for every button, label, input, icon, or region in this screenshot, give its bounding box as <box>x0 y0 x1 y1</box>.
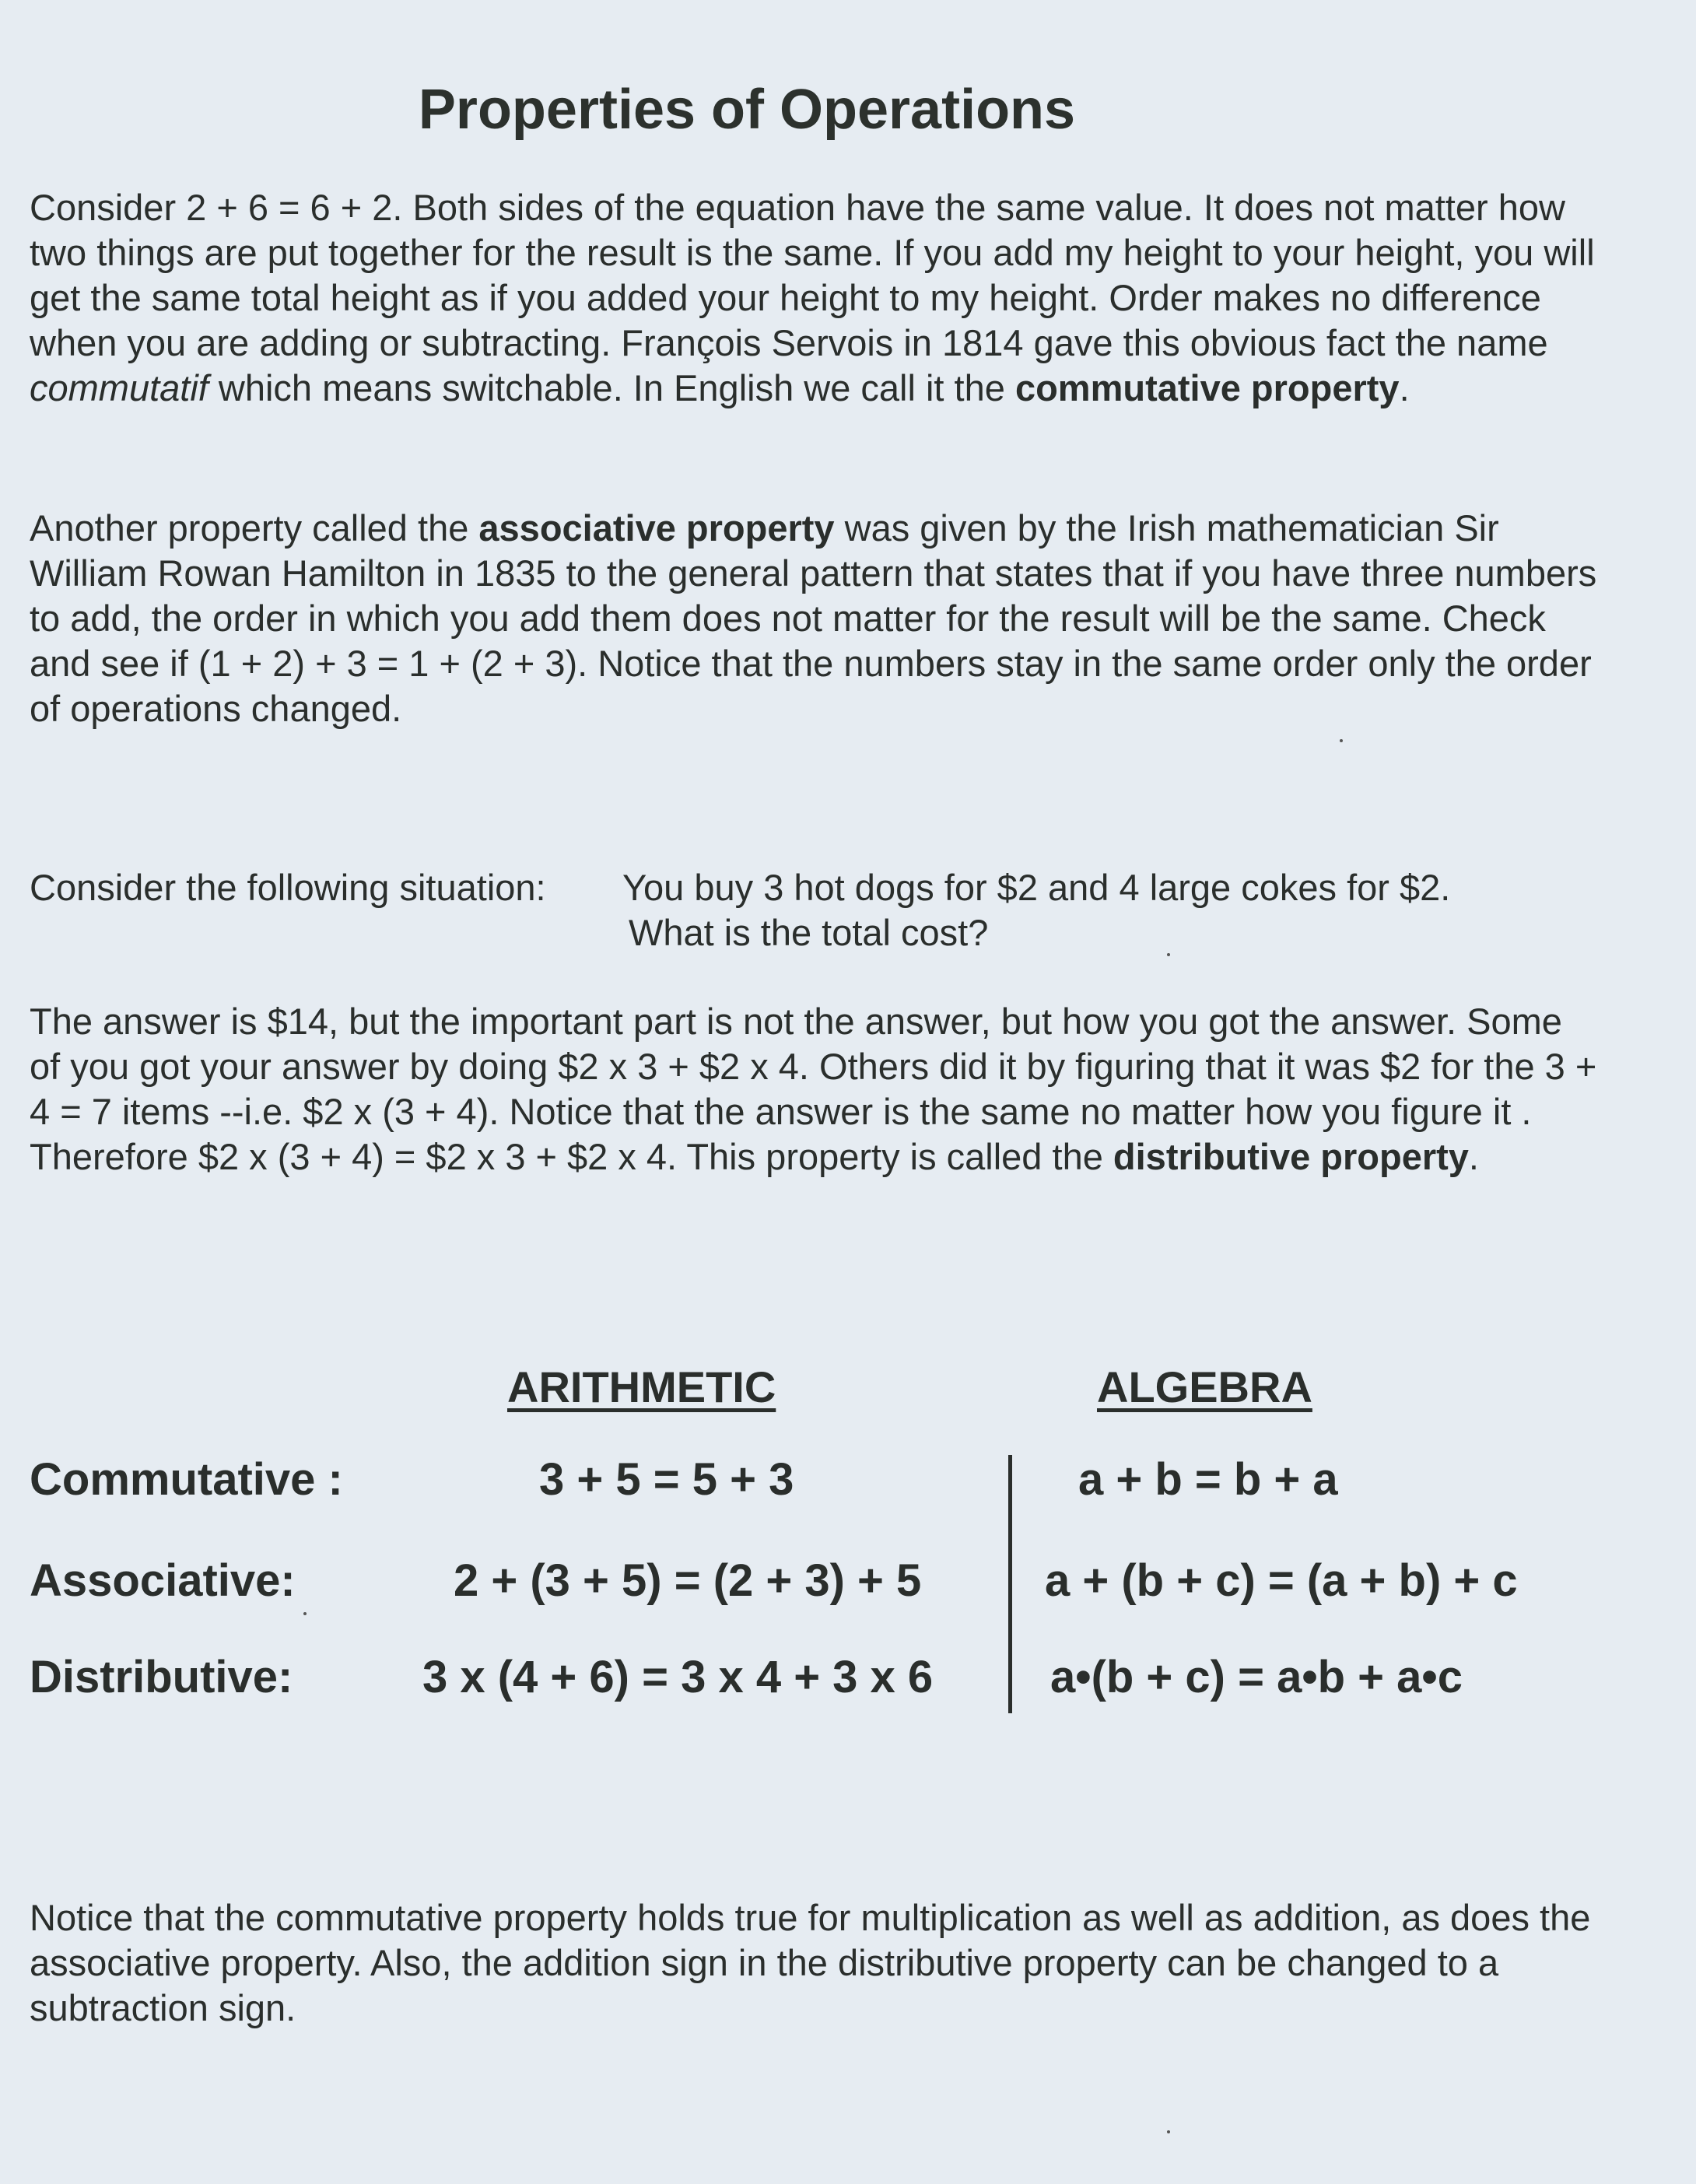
row-label-distributive: Distributive: <box>30 1652 293 1702</box>
italic-term: commutatif <box>30 367 208 408</box>
scan-speck <box>1167 953 1170 956</box>
column-divider <box>1008 1455 1012 1713</box>
paragraph-text: which means switchable. In English we call it the <box>208 367 1015 408</box>
distributive-paragraph <box>30 999 1601 1180</box>
scan-speck <box>1340 739 1343 742</box>
situation-line-1: You buy 3 hot dogs for $2 and 4 large cokes for $2. <box>622 867 1451 908</box>
row-label-commutative: Commutative : <box>30 1454 343 1505</box>
algebra-commutative: a + b = b + a <box>1078 1454 1338 1505</box>
situation-line-2: What is the total cost? <box>629 912 989 953</box>
paragraph-text: The answer is $14, but the important part is not the answer, but how you got the answer. Some of you got your answer by doing $2 x 3 + $2 x 4. Others did it by figuring that it was $2 for the 3 + 4 = 7 items --i.e. $2 x (3 + 4). Notice that the answer is the same no matter how you figure it . Therefore $2 x (3 + 4) = $2 x 3 + $2 x 4. This property is called the <box>30 1001 1597 1177</box>
commutative-paragraph <box>30 185 1601 411</box>
algebra-header: ALGEBRA <box>1097 1362 1312 1411</box>
row-label-associative: Associative: <box>30 1555 296 1606</box>
situation-label: Consider the following situation: <box>30 867 546 908</box>
bold-term: associative property <box>478 507 835 549</box>
arithmetic-header: ARITHMETIC <box>507 1362 776 1411</box>
bold-term: commutative property <box>1014 367 1400 408</box>
algebra-distributive: a•(b + c) = a•b + a•c <box>1050 1652 1463 1702</box>
scan-speck <box>303 1612 307 1615</box>
closing-paragraph: Notice that the commutative property holds true for multiplication as well as addition, as does the associative property. Also, the addition sign in the distributive property can be changed to a subtraction sign. <box>30 1897 1591 2028</box>
paragraph-text: . <box>1468 1136 1479 1177</box>
scan-speck <box>1167 2130 1170 2133</box>
paragraph-text: . <box>1399 367 1410 408</box>
arithmetic-distributive: 3 x (4 + 6) = 3 x 4 + 3 x 6 <box>422 1652 934 1702</box>
paragraph-text: was given by the Irish mathematician Sir William Rowan Hamilton in 1835 to the general pattern that states that if you have three numbers to add, the order in which you add them does not matter for the result will be the same. Check and see if (1 + 2) + 3 = 1 + (2 + 3). Notice that the numbers stay in the same order only the order of operations changed. <box>30 507 1597 729</box>
bold-term: distributive property <box>1113 1136 1469 1177</box>
associative-paragraph <box>30 506 1601 731</box>
algebra-associative: a + (b + c) = (a + b) + c <box>1045 1555 1518 1606</box>
paragraph-text: Consider 2 + 6 = 6 + 2. Both sides of the equation have the same value. It does not matter how two things are put together for the result is the same. If you add my height to your height, you will get the same total height as if you added your height to my height. Order makes no difference when you are adding or subtracting. François Servois in 1814 gave this obvious fact the name <box>30 187 1595 363</box>
page-title: Properties of Operations <box>418 79 1076 141</box>
paragraph-text: Another property called the <box>30 507 479 549</box>
arithmetic-associative: 2 + (3 + 5) = (2 + 3) + 5 <box>454 1555 922 1606</box>
arithmetic-commutative: 3 + 5 = 5 + 3 <box>539 1454 794 1505</box>
